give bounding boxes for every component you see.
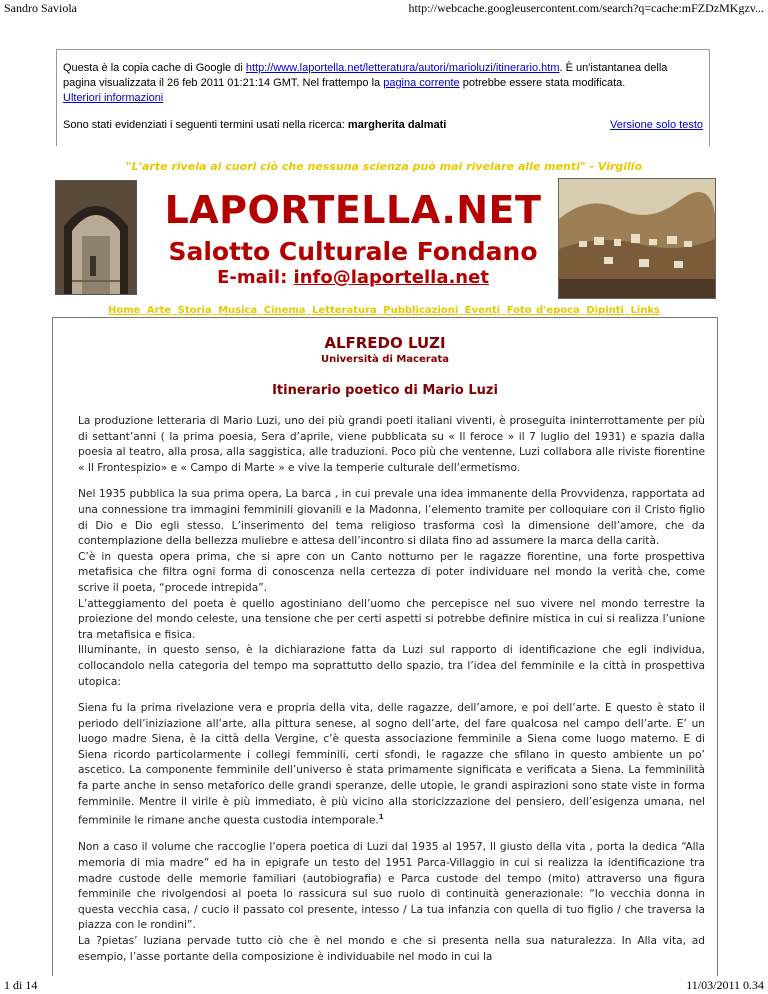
site-subtitle: Salotto Culturale Fondano (168, 237, 538, 266)
print-header (0, 0, 768, 18)
paragraph-4 (78, 840, 705, 965)
nav-pubblicazioni[interactable]: Pubblicazioni (383, 305, 459, 316)
search-terms-label: Sono stati evidenziati i seguenti termini usati nella ricerca: (63, 119, 348, 131)
archway-photo (55, 180, 137, 295)
nav-arte[interactable]: Arte (146, 305, 172, 316)
town-painting (558, 178, 716, 299)
article-title: Itinerario poetico di Mario Luzi (272, 383, 498, 398)
nav-links[interactable]: Links (630, 305, 660, 316)
search-terms-row (63, 119, 703, 131)
paragraph-2-part-b: C’è in questa opera prima, che si apre con un Canto notturno per le ragazze fiorentine, una forte prospettiva metafisica che filtra ogni forma di conoscenza nella certezza di poter individuare nel mondo la verità che, come scrive il poeta, “procede intrepida”. (78, 550, 705, 594)
google-cache-notice (56, 49, 710, 146)
cache-notice-text (63, 61, 703, 106)
site-email (148, 267, 558, 288)
article-university: Università di Macerata (321, 354, 449, 365)
site-quote: "L'arte rivela ai cuori ciò che nessuna scienza può mai rivelare alle menti" - Virgilio (125, 160, 643, 173)
nav-home[interactable]: Home (107, 305, 141, 316)
cache-notice-intro: Questa è la copia cache di Google di (63, 62, 246, 74)
nav-eventi[interactable]: Eventi (464, 305, 501, 316)
print-footer (0, 977, 768, 994)
site-navigation (0, 305, 768, 316)
current-page-link[interactable]: pagina corrente (383, 77, 460, 89)
nav-storia[interactable]: Storia (177, 305, 212, 316)
paragraph-3-quote (78, 701, 705, 829)
paragraph-2-part-c: L’atteggiamento del poeta è quello agostiniano dell’uomo che percepisce nel suo vivere nel mondo terrestre la proiezione del mondo celeste, una tensione che per certi aspetti si potrebbe definire mistica in cui si realizza l’unione tra metafisica e fisica. (78, 597, 705, 641)
print-header-author: Sandro Saviola (4, 1, 77, 15)
text-only-link[interactable]: Versione solo testo (610, 119, 703, 131)
footnote-marker[interactable]: 1 (378, 813, 384, 822)
paragraph-4-part-a: Non a caso il volume che raccoglie l’opera poetica di Luzi dal 1935 al 1957, Il giusto della vita , porta la dedica “Alla memoria di mia madre” ed ha in epigrafe un testo del 1951 Parca-Villaggio in cui si realizza la identificazione tra madre custode delle memorie familiari (autobiografia) e Parca custode del tempo (mito) attraverso una figura femminile che rivolgendosi al poeta lo rassicura sul suo ruolo di continuità generazionale: “Io vecchia donna in questa vecchia casa, / cucio il passato col presente, intesso / La tua infanzia con quella di tuo figlio / che traversa la piazza con le rondini”. (78, 841, 705, 932)
paragraph-1: La produzione letteraria di Mario Luzi, uno dei più grandi poeti italiani viventi, è proseguita ininterrottamente per più di settant’anni ( la prima poesia, Sera d’aprile, viene pubblicata su « Il feroce » il 7 luglio del 1931) e spazia dalla poesia al teatro, alla prosa, alla saggistica, alle traduzioni. Poco più che ventenne, Luzi collabora alle riviste fiorentine « Il Frontespizio» e « Campo di Marte » e vive la temperie culturale dell’ermetismo. (78, 415, 705, 474)
cache-notice-end: potrebbe essere stata modificata. (459, 77, 626, 89)
search-terms: margherita dalmati (347, 119, 447, 131)
nav-letteratura[interactable]: Letteratura (312, 305, 377, 316)
more-info-link[interactable]: Ulteriori informazioni (63, 92, 164, 104)
nav-musica[interactable]: Musica (218, 305, 258, 316)
print-header-url: http://webcache.googleusercontent.com/search?q=cache:mFZDzMKgzv... (408, 1, 764, 15)
cache-notice-snapshot: . È un'istantanea della pagina visualizzata il 26 feb 2011 01:21:14 GMT. Nel frattempo la (63, 62, 668, 89)
nav-cinema[interactable]: Cinema (263, 305, 306, 316)
article-body (78, 414, 705, 965)
paragraph-2 (78, 487, 705, 690)
site-title: LAPORTELLA.NET (164, 188, 542, 232)
nav-foto-epoca[interactable]: Foto d'epoca (506, 305, 580, 316)
paragraph-2-part-d: Illuminante, in questo senso, è la dichiarazione fatta da Luzi sul rapporto di identificazione che egli individua, collocandolo nella categoria del tempo ma soprattutto dello spazio, tra l’idea del femminile e la città in prospettiva utopica: (78, 644, 705, 688)
cached-url-link[interactable]: http://www.laportella.net/letteratura/autori/marioluzi/itinerario.htm (245, 62, 560, 74)
quote-text: Siena fu la prima rivelazione vera e propria della vita, delle ragazze, dell’amore, e poi dell’arte. E questo è stato il periodo dell’iniziazione all’arte, alla pittura senese, al sogno dell’arte, del fare qualcosa nel campo dell’arte. E’ un luogo madre Siena, è la città della Vergine, c’è questa associazione femminile a Siena come luogo materno. E di Siena ricordo particolarmente i collegi femminili, certi sfondi, le ragazze che sfilano in questo ambiente un po’ ascetico. La componente femminile dell’universo è stata primamente significata e verificata a Siena. La femminilità fa parte anche in senso metaforico delle grandi speranze, delle utopie, le grandi aspirazioni sono state viste in forma femminile. Mentre il virile è più immediato, è più vicino alla storicizzazione del pensiero, dell’esigenza umana, nel femminile le rimane anche questa custodia intemporale. (78, 702, 705, 827)
paragraph-4-part-b: La ?pietas’ luziana pervade tutto ciò che è nel mondo e che si presenta nella sua naturalezza. In Alla vita, ad esempio, l’asse portante della composizione è individuabile nel modo in cui la (78, 934, 705, 963)
paragraph-2-part-a: Nel 1935 pubblica la sua prima opera, La barca , in cui prevale una idea immanente della Provvidenza, rapportata ad una connessione tra immagini femminili giovanili e la Madonna, l’elemento tramite per colloquiare con il Cristo figlio di Dio e Dio egli stesso. L’inserimento del tema religioso trasforma così la dimensione dell’amore, che da contemplazione della bellezza muliebre e attesa dell’incontro si dilata fino ad assumere la marca della carità. (78, 488, 705, 548)
article-author: ALFREDO LUZI (324, 334, 446, 352)
print-datetime: 11/03/2011 0.34 (686, 978, 764, 992)
article-container (52, 317, 718, 976)
page-counter: 1 di 14 (4, 978, 38, 992)
nav-dipinti[interactable]: Dipinti (586, 305, 624, 316)
email-label: E-mail: (217, 267, 294, 288)
email-link[interactable]: info@laportella.net (293, 267, 489, 288)
